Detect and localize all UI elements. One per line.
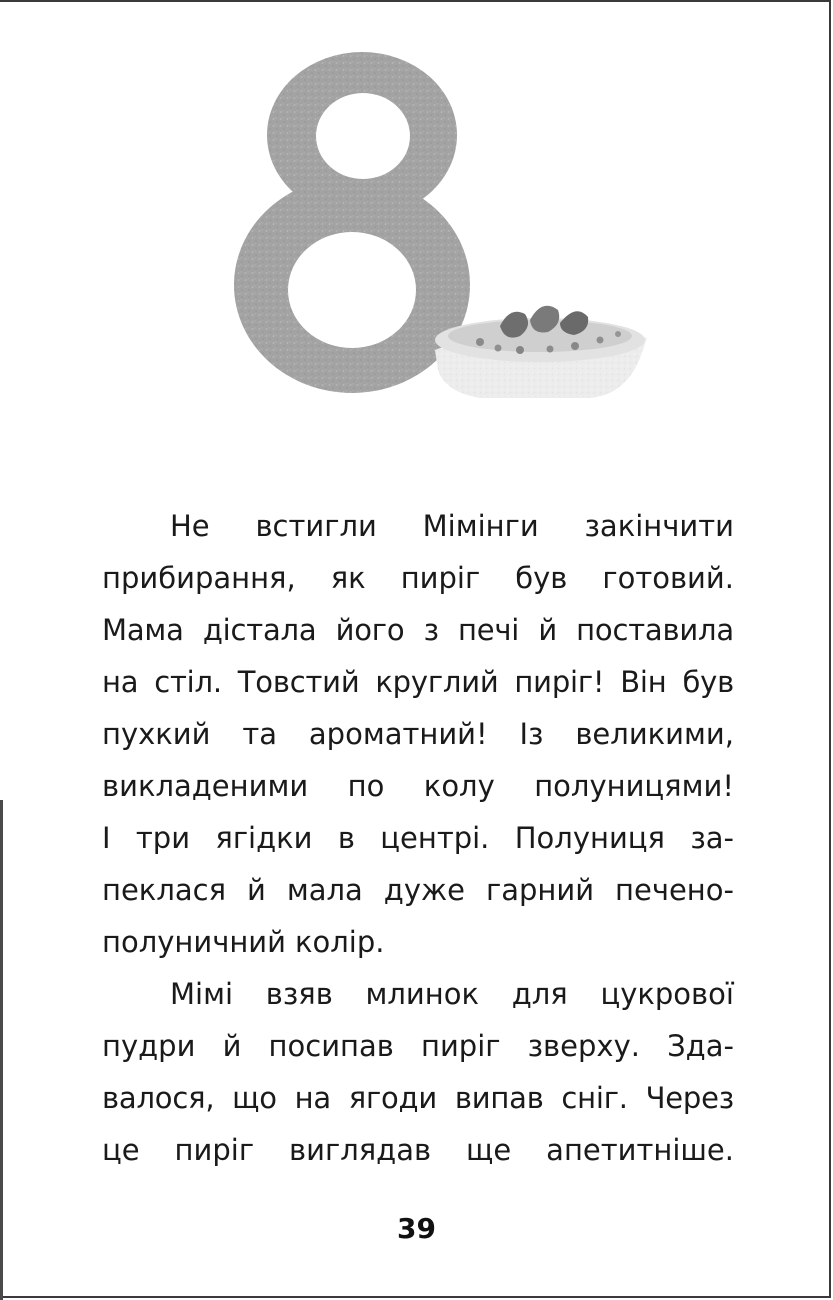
chapter-illustration <box>230 40 660 420</box>
word: Через <box>645 1081 734 1115</box>
word: по <box>347 769 385 803</box>
text-line <box>102 656 734 708</box>
word: що <box>232 1081 277 1115</box>
word: три <box>135 821 191 855</box>
page-number: 39 <box>397 1212 436 1245</box>
word: та <box>242 717 278 751</box>
strawberry-pie-icon <box>435 306 647 398</box>
chapter-number-8 <box>234 52 470 393</box>
word: мала <box>286 873 363 907</box>
word: посипав <box>268 1029 394 1063</box>
word: печено- <box>615 873 734 907</box>
word: дістала <box>202 613 317 647</box>
word: закінчити <box>584 509 734 543</box>
text-line <box>102 708 734 760</box>
word: Він <box>620 665 667 699</box>
text-line <box>102 1124 734 1176</box>
text-line <box>102 916 734 968</box>
word: І <box>102 821 111 855</box>
word: як <box>330 561 366 595</box>
word: пеклася <box>102 873 227 907</box>
word: стіл. <box>154 665 222 699</box>
word: був <box>682 665 734 699</box>
word: гарний <box>485 873 595 907</box>
word: в <box>337 821 355 855</box>
word: круглий <box>375 665 499 699</box>
word: й <box>247 873 266 907</box>
word: пиріг <box>400 561 481 595</box>
word: й <box>222 1029 242 1063</box>
word: сніг. <box>561 1081 628 1115</box>
word: центрі. <box>380 821 490 855</box>
word: апетитніше. <box>546 1133 734 1167</box>
word: готовий. <box>602 561 734 595</box>
word: встигли <box>255 509 377 543</box>
text-line <box>102 500 734 552</box>
word: валося, <box>102 1081 215 1115</box>
word: печі <box>457 613 520 647</box>
word: ягоди <box>348 1081 438 1115</box>
word: Мімінги <box>422 509 539 543</box>
word: Товстий <box>237 665 360 699</box>
word: для <box>511 977 568 1011</box>
word: прибирання, <box>102 561 296 595</box>
word: ще <box>466 1133 512 1167</box>
word: цукрової <box>600 977 734 1011</box>
word: Полуниця <box>514 821 665 855</box>
word: пухкий <box>102 717 211 751</box>
word: викладеними <box>102 769 309 803</box>
text-line <box>102 812 734 864</box>
word: млинок <box>365 977 479 1011</box>
story-text <box>102 500 734 1176</box>
word: полуницями! <box>534 769 734 803</box>
word: взяв <box>265 977 333 1011</box>
word: Мама <box>102 613 184 647</box>
word: виглядав <box>289 1133 432 1167</box>
text-line <box>102 760 734 812</box>
word: Із <box>519 717 544 751</box>
word: пиріг <box>174 1133 255 1167</box>
word: ароматний! <box>308 717 488 751</box>
word: й <box>538 613 557 647</box>
word: на <box>102 665 139 699</box>
text-line <box>102 968 734 1020</box>
word: полуничний <box>102 925 286 959</box>
word: великими, <box>575 717 734 751</box>
word: колір. <box>295 925 385 959</box>
word: випав <box>454 1081 544 1115</box>
word: був <box>515 561 568 595</box>
text-line <box>102 604 734 656</box>
word: на <box>294 1081 331 1115</box>
word: дуже <box>383 873 465 907</box>
word: Не <box>170 509 210 543</box>
word: пиріг! <box>514 665 605 699</box>
text-line <box>102 1072 734 1124</box>
text-line <box>102 552 734 604</box>
chapter-number-graphic <box>230 40 660 420</box>
word: поставила <box>576 613 734 647</box>
word: з <box>423 613 439 647</box>
word: пиріг <box>421 1029 501 1063</box>
word: колу <box>423 769 495 803</box>
word: за- <box>690 821 734 855</box>
text-line <box>102 864 734 916</box>
word: зверху. <box>527 1029 640 1063</box>
word: Мімі <box>170 977 234 1011</box>
word: його <box>335 613 405 647</box>
word: пудри <box>102 1029 196 1063</box>
word: це <box>102 1133 140 1167</box>
word: ягідки <box>215 821 313 855</box>
text-line <box>102 1020 734 1072</box>
word: Зда- <box>667 1029 734 1063</box>
